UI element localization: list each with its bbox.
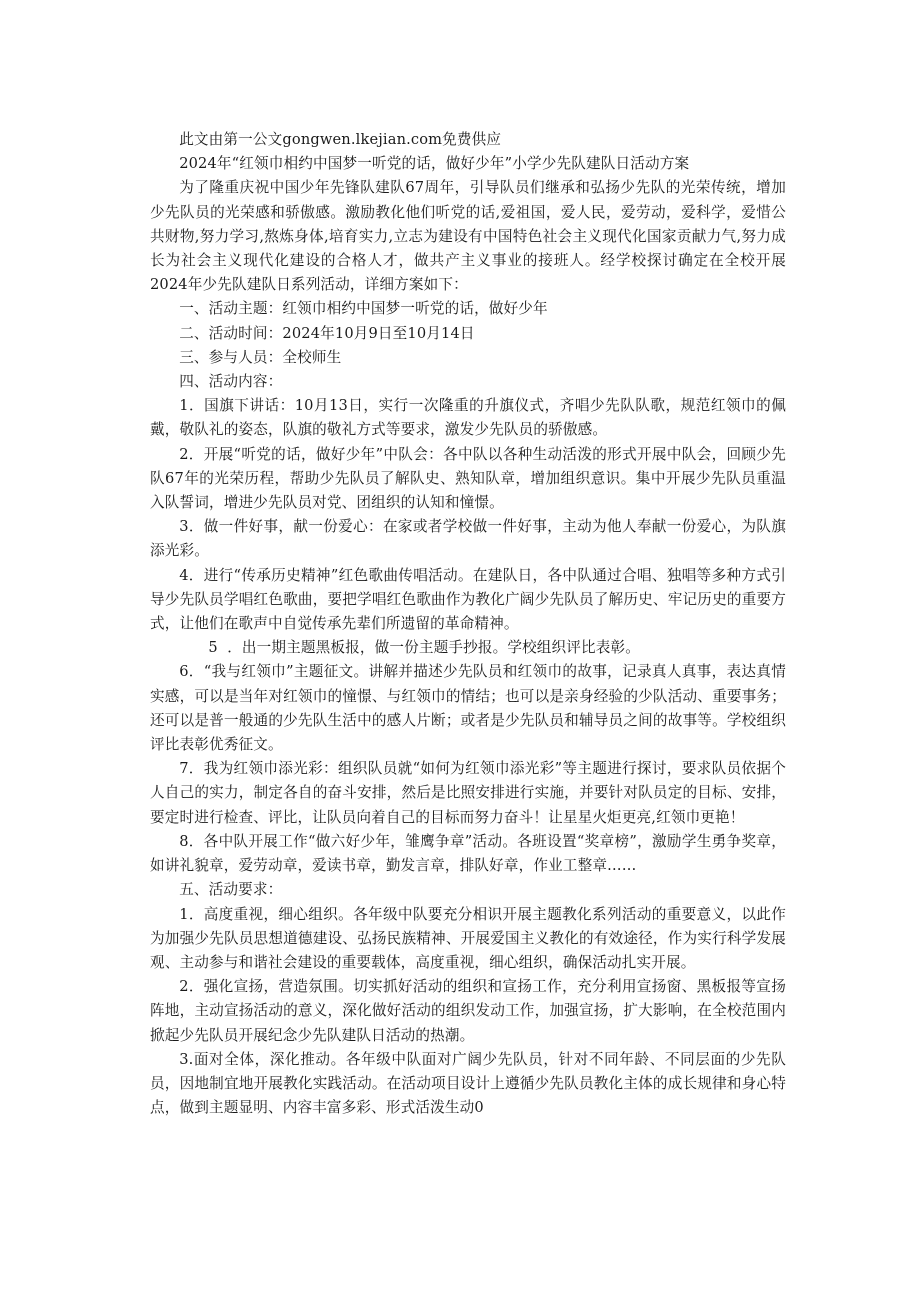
section-theme: 一、活动主题：红领巾相约中国梦一听党的话，做好少年 — [179, 300, 548, 318]
document-title: 2024年“红领巾相约中国梦一听党的话，做好少年”小学少先队建队日活动方案 — [179, 155, 690, 173]
content-item-8: 8．各中队开展工作“做六好少年，雏鹰争章”活动。各班设置“奖章榜”，激励学生勇争奖章，如讲礼貌章，爱劳动章，爱读书章，勤发言章，排队好章，作业工整章…… — [150, 832, 786, 875]
section-content-heading: 四、活动内容： — [179, 373, 283, 391]
requirement-1: 1．高度重视，细心组织。各年级中队要充分相识开展主题教化系列活动的重要意义，以此作为加强少先队员思想道德建设、弘扬民族精神、开展爱国主义教化的有效途径，作为实行科学发展观、主动参与和谐社会建设的重要载体，高度重视，细心组织，确保活动扎实开展。 — [150, 905, 786, 971]
document-body — [150, 128, 786, 1120]
section-time: 二、活动时间：2024年10月9日至10月14日 — [179, 324, 475, 342]
requirement-2: 2．强化宣扬，营造氛围。切实抓好活动的组织和宣扬工作，充分利用宣扬窗、黑板报等宣扬阵地，主动宣扬活动的意义，深化做好活动的组织发动工作，加强宣扬，扩大影响，在全校范围内掀起少先队员开展纪念少先队建队日活动的热潮。 — [150, 978, 786, 1044]
content-item-6: 6．“我与红领巾”主题征文。讲解并描述少先队员和红领巾的故事，记录真人真事，表达真情实感，可以是当年对红领巾的憧憬、与红领巾的情结；也可以是亲身经验的少队活动、重要事务；还可以是普一般通的少先队生活中的感人片断；或者是少先队员和辅导员之间的故事等。学校组织评比表彰优秀征文。 — [150, 663, 786, 754]
content-item-5-number: 5 — [208, 639, 218, 657]
content-item-1: 1．国旗下讲话：10月13日，实行一次隆重的升旗仪式，齐唱少先队队歌，规范红领巾的佩戴，敬队礼的姿态，队旗的敬礼方式等要求，激发少先队员的骄傲感。 — [150, 397, 786, 439]
content-item-2: 2．开展“听党的话，做好少年”中队会：各中队以各种生动活泼的形式开展中队会，回顾少先队67年的光荣历程，帮助少先队员了解队史、熟知队章，增加组织意识。集中开展少先队员重温入队誓词，增进少先队员对党、团组织的认知和憧憬。 — [150, 445, 786, 512]
content-item-7: 7．我为红领巾添光彩：组织队员就“如何为红领巾添光彩”等主题进行探讨，要求队员依据个人自己的实力，制定各自的奋斗安排，然后是比照安排进行实施，并要针对队员定的目标、安排，要定时进行检查、评比，让队员向着自己的目标而努力奋斗！让星星火炬更亮,红领巾更艳！ — [150, 760, 786, 826]
content-item-5 — [150, 636, 786, 660]
content-item-5-text: ．出一期主题黑板报，做一份主题手抄报。学校组织评比表彰。 — [227, 639, 641, 657]
content-item-3: 3．做一件好事，献一份爱心：在家或者学校做一件好事，主动为他人奉献一份爱心，为队旗添光彩。 — [150, 518, 786, 560]
section-requirements-heading: 五、活动要求： — [179, 881, 283, 899]
intro-paragraph: 为了隆重庆祝中国少年先锋队建队67周年，引导队员们继承和弘扬少先队的光荣传统，增加少先队员的光荣感和骄傲感。激励教化他们听党的话,爱祖国，爱人民，爱劳动，爱科学，爱惜公共财物,努力学习,熬炼身体,培育实力,立志为建设有中国特色社会主义现代化国家贡献力气,努力成长为社会主义现代化建设的合格人才，做共产主义事业的接班人。经学校探讨确定在全校开展2024年少先队建队日系列活动，详细方案如下： — [150, 179, 786, 294]
source-note: 此文由第一公文gongwen.lkejian.com免费供应 — [179, 131, 502, 148]
section-participants: 三、参与人员：全校师生 — [179, 348, 342, 366]
requirement-3: 3.面对全体，深化推动。各年级中队面对广阔少先队员，针对不同年龄、不同层面的少先队员，因地制宜地开展教化实践活动。在活动项目设计上遵循少先队员教化主体的成长规律和身心特点，做到主题显明、内容丰富多彩、形式活泼生动0 — [150, 1050, 786, 1117]
content-item-4: 4．进行“传承历史精神”红色歌曲传唱活动。在建队日，各中队通过合唱、独唱等多种方式引导少先队员学唱红色歌曲，要把学唱红色歌曲作为教化广阔少先队员了解历史、牢记历史的重要方式，让他们在歌声中自觉传承先辈们所遗留的革命精神。 — [150, 566, 786, 633]
